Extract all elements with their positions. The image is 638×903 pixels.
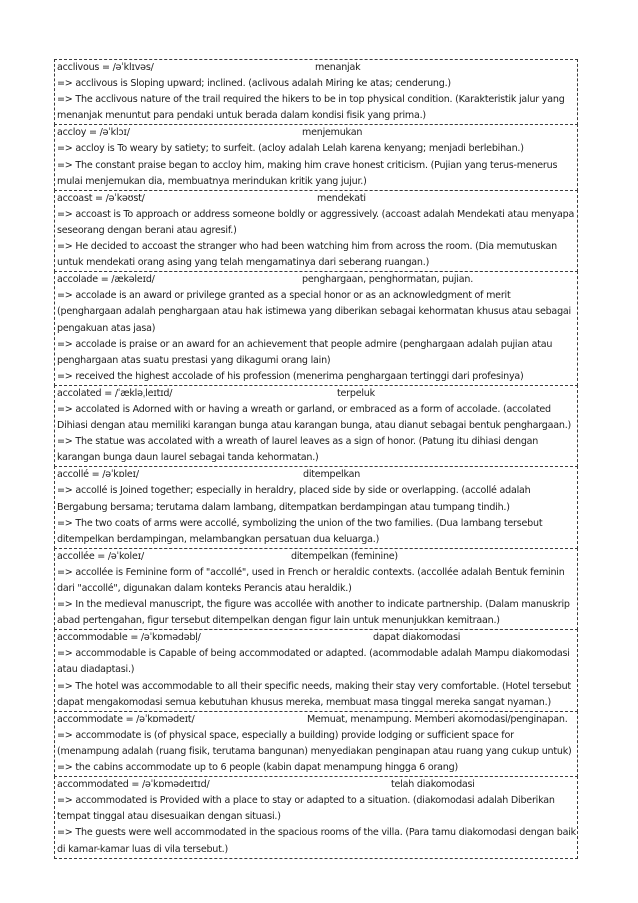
definition-line: => He decided to accoast the stranger who had been watching him from across the room. (Dia memutuskan untuk mendekati orang asing yang telah mengamatinya dari seberang ruangan.) bbox=[57, 241, 557, 269]
equals-separator: = bbox=[88, 469, 103, 481]
definition-line: => acclivous is Sloping upward; inclined. (aclivous adalah Miring ke atas; cenderung.) bbox=[57, 78, 451, 90]
definition-line: => In the medieval manuscript, the figure was accollée with another to indicate partnership. (Dalam manuskrip abad pertengahan, figur tersebut ditempelkan dengan figur lain untuk menunjukkan kemitraan.) bbox=[57, 599, 570, 627]
headword: accollée bbox=[57, 550, 95, 562]
equals-separator: = bbox=[86, 127, 100, 139]
translation: telah diakomodasi bbox=[391, 779, 475, 791]
definition-line: => received the highest accolade of his profession (menerima penghargaan tertinggi dari profesinya) bbox=[57, 370, 524, 382]
equals-separator: = bbox=[99, 62, 113, 73]
dictionary-entry bbox=[54, 124, 578, 190]
headword: accolated bbox=[57, 387, 102, 399]
dictionary-entry bbox=[54, 548, 578, 630]
definition-line: => accommodate is (of physical space, especially a building) provide lodging or sufficient space for (menampung adalah (ruang fisik, terutama bangunan) menyediakan penginapan atau ruang yang cukup untuk) bbox=[57, 729, 572, 757]
translation: penghargaan, penghormatan, pujian. bbox=[302, 274, 474, 286]
pronunciation: /əˈkoleɪ/ bbox=[107, 550, 144, 562]
definition-line: => accolated is Adorned with or having a wreath or garland, or embraced as a form of accolade. (accolated Dihiasi dengan atau memiliki karangan bunga atau karangan bunga, atau dianut sebagai bentuk penghargaan.) bbox=[57, 403, 572, 432]
pronunciation: /əˈklɔɪ/ bbox=[99, 127, 130, 139]
dictionary-entry bbox=[54, 385, 578, 467]
headword: accloy bbox=[57, 127, 87, 139]
pronunciation: /əˈkɒmədeɪtɪd/ bbox=[142, 779, 210, 791]
headword: acclivous bbox=[57, 62, 100, 73]
equals-separator: = bbox=[97, 274, 112, 286]
translation: menanjak bbox=[315, 62, 361, 73]
translation: dapat diakomodasi bbox=[373, 632, 461, 644]
headword: accoast bbox=[57, 192, 93, 204]
entry-headword-line bbox=[57, 386, 576, 402]
pronunciation: /ˈækləˌleɪtɪd/ bbox=[114, 387, 173, 399]
definition-line: => The guests were well accommodated in the spacious rooms of the villa. (Para tamu diakomodasi dengan baik di kamar-kamar luas di vila tersebut.) bbox=[57, 827, 576, 855]
translation: mendekati bbox=[317, 192, 366, 204]
entry-headword-line bbox=[57, 777, 576, 793]
definition-line: => accollé is Joined together; especially in heraldry, placed side by side or overlapping. (accollé adalah Bergabung bersama; terutama dalam lambang, ditempatkan berdampingan atau tumpang tindih.) bbox=[57, 485, 531, 513]
dictionary-entry bbox=[54, 776, 578, 858]
translation: terpeluk bbox=[337, 387, 375, 399]
dictionary-entry bbox=[54, 190, 578, 272]
entry-headword-line bbox=[57, 630, 576, 646]
equals-separator: = bbox=[101, 387, 115, 399]
definition-line: => The constant praise began to accloy him, making him crave honest criticism. (Pujian yang terus-menerus mulai menjemukan dia, membuatnya merindukan kritik yang jujur.) bbox=[57, 159, 558, 187]
entry-headword-line bbox=[57, 60, 576, 76]
headword: accolade bbox=[57, 274, 98, 286]
definition-line: => the cabins accommodate up to 6 people (kabin dapat menampung hingga 6 orang) bbox=[57, 762, 458, 774]
definition-line: => accommodated is Provided with a place to stay or adapted to a situation. (diakomodasi adalah Diberikan tempat tinggal atau disesuaikan dengan situasi.) bbox=[57, 795, 555, 823]
dictionary-entry bbox=[54, 711, 578, 777]
translation: menjemukan bbox=[302, 127, 363, 139]
entry-headword-line bbox=[57, 467, 576, 483]
definition-line: => The two coats of arms were accollé, symbolizing the union of the two families. (Dua lambang tersebut ditempelkan berdampingan, melambangkan persatuan dua keluarga.) bbox=[57, 517, 543, 545]
dictionary-entry bbox=[54, 466, 578, 548]
pronunciation: /əˈkɒmədeɪt/ bbox=[136, 713, 195, 725]
translation: Memuat, menampung. Memberi akomodasi/penginapan. bbox=[307, 713, 568, 725]
definition-line: => accoast is To approach or address someone boldly or aggressively. (accoast adalah Mendekati atau menyapa seseorang dengan berani atau agresif.) bbox=[57, 208, 575, 236]
pronunciation: /ækəleɪd/ bbox=[111, 274, 155, 286]
definition-line: => The acclivous nature of the trail required the hikers to be in top physical condition. (Karakteristik jalur yang menanjak menuntut para pendaki untuk berada dalam kondisi fisik yang prima.) bbox=[57, 94, 565, 122]
equals-separator: = bbox=[122, 713, 137, 725]
definition-line: => accommodable is Capable of being accommodated or adapted. (acommodable adalah Mampu diakomodasi atau diadaptasi.) bbox=[57, 648, 570, 676]
definition-line: => The hotel was accommodable to all their specific needs, making their stay very comfortable. (Hotel tersebut dapat mengakomodasi semua kebutuhan khusus mereka, membuat masa tinggal mereka sangat nyaman.) bbox=[57, 680, 571, 708]
equals-separator: = bbox=[94, 550, 108, 562]
entry-headword-line bbox=[57, 549, 576, 565]
entry-headword-line bbox=[57, 712, 576, 728]
entry-headword-line bbox=[57, 272, 576, 288]
equals-separator: = bbox=[92, 192, 106, 204]
dictionary-entry bbox=[54, 629, 578, 711]
entry-headword-line bbox=[57, 191, 576, 207]
headword: accollé bbox=[57, 469, 89, 481]
pronunciation: /əˈklɪvəs/ bbox=[112, 62, 154, 73]
entry-headword-line bbox=[57, 125, 576, 141]
definition-line: => accloy is To weary by satiety; to surfeit. (acloy adalah Lelah karena kenyang; menjadi berlebihan.) bbox=[57, 143, 524, 155]
definition-line: => The statue was accolated with a wreath of laurel leaves as a sign of honor. (Patung itu dihiasi dengan karangan bunga daun laurel sebagai tanda kehormatan.) bbox=[57, 436, 539, 464]
definition-line: => accolade is an award or privilege granted as a special honor or as an acknowledgment of merit (penghargaan adalah penghargaan atau hak istimewa yang diberikan sebagai kehormatan khusus atau sebagai pengakuan atas jasa) bbox=[57, 290, 571, 334]
headword: accommodable bbox=[57, 632, 128, 644]
equals-separator: = bbox=[128, 779, 142, 791]
pronunciation: /əˈkəʊst/ bbox=[105, 192, 145, 204]
dictionary-entry bbox=[54, 59, 578, 125]
pronunciation: /əˈkɒleɪ/ bbox=[102, 469, 139, 481]
definition-line: => accolade is praise or an award for an achievement that people admire (penghargaan adalah pujian atau penghargaan atas suatu prestasi yang dikagumi orang lain) bbox=[57, 338, 553, 366]
headword: accommodated bbox=[57, 779, 129, 791]
equals-separator: = bbox=[127, 632, 141, 644]
dictionary-document bbox=[54, 60, 578, 859]
definition-line: => accollée is Feminine form of "accollé", used in French or heraldic contexts. (accollée adalah Bentuk feminin dari "accollé", digunakan dalam konteks Perancis atau heraldik.) bbox=[57, 566, 565, 594]
headword: accommodate bbox=[57, 713, 123, 725]
dictionary-entry bbox=[54, 271, 578, 386]
pronunciation: /əˈkɒmədəbļ/ bbox=[140, 632, 201, 644]
translation: ditempelkan (feminine) bbox=[291, 550, 398, 562]
translation: ditempelkan bbox=[303, 469, 361, 481]
